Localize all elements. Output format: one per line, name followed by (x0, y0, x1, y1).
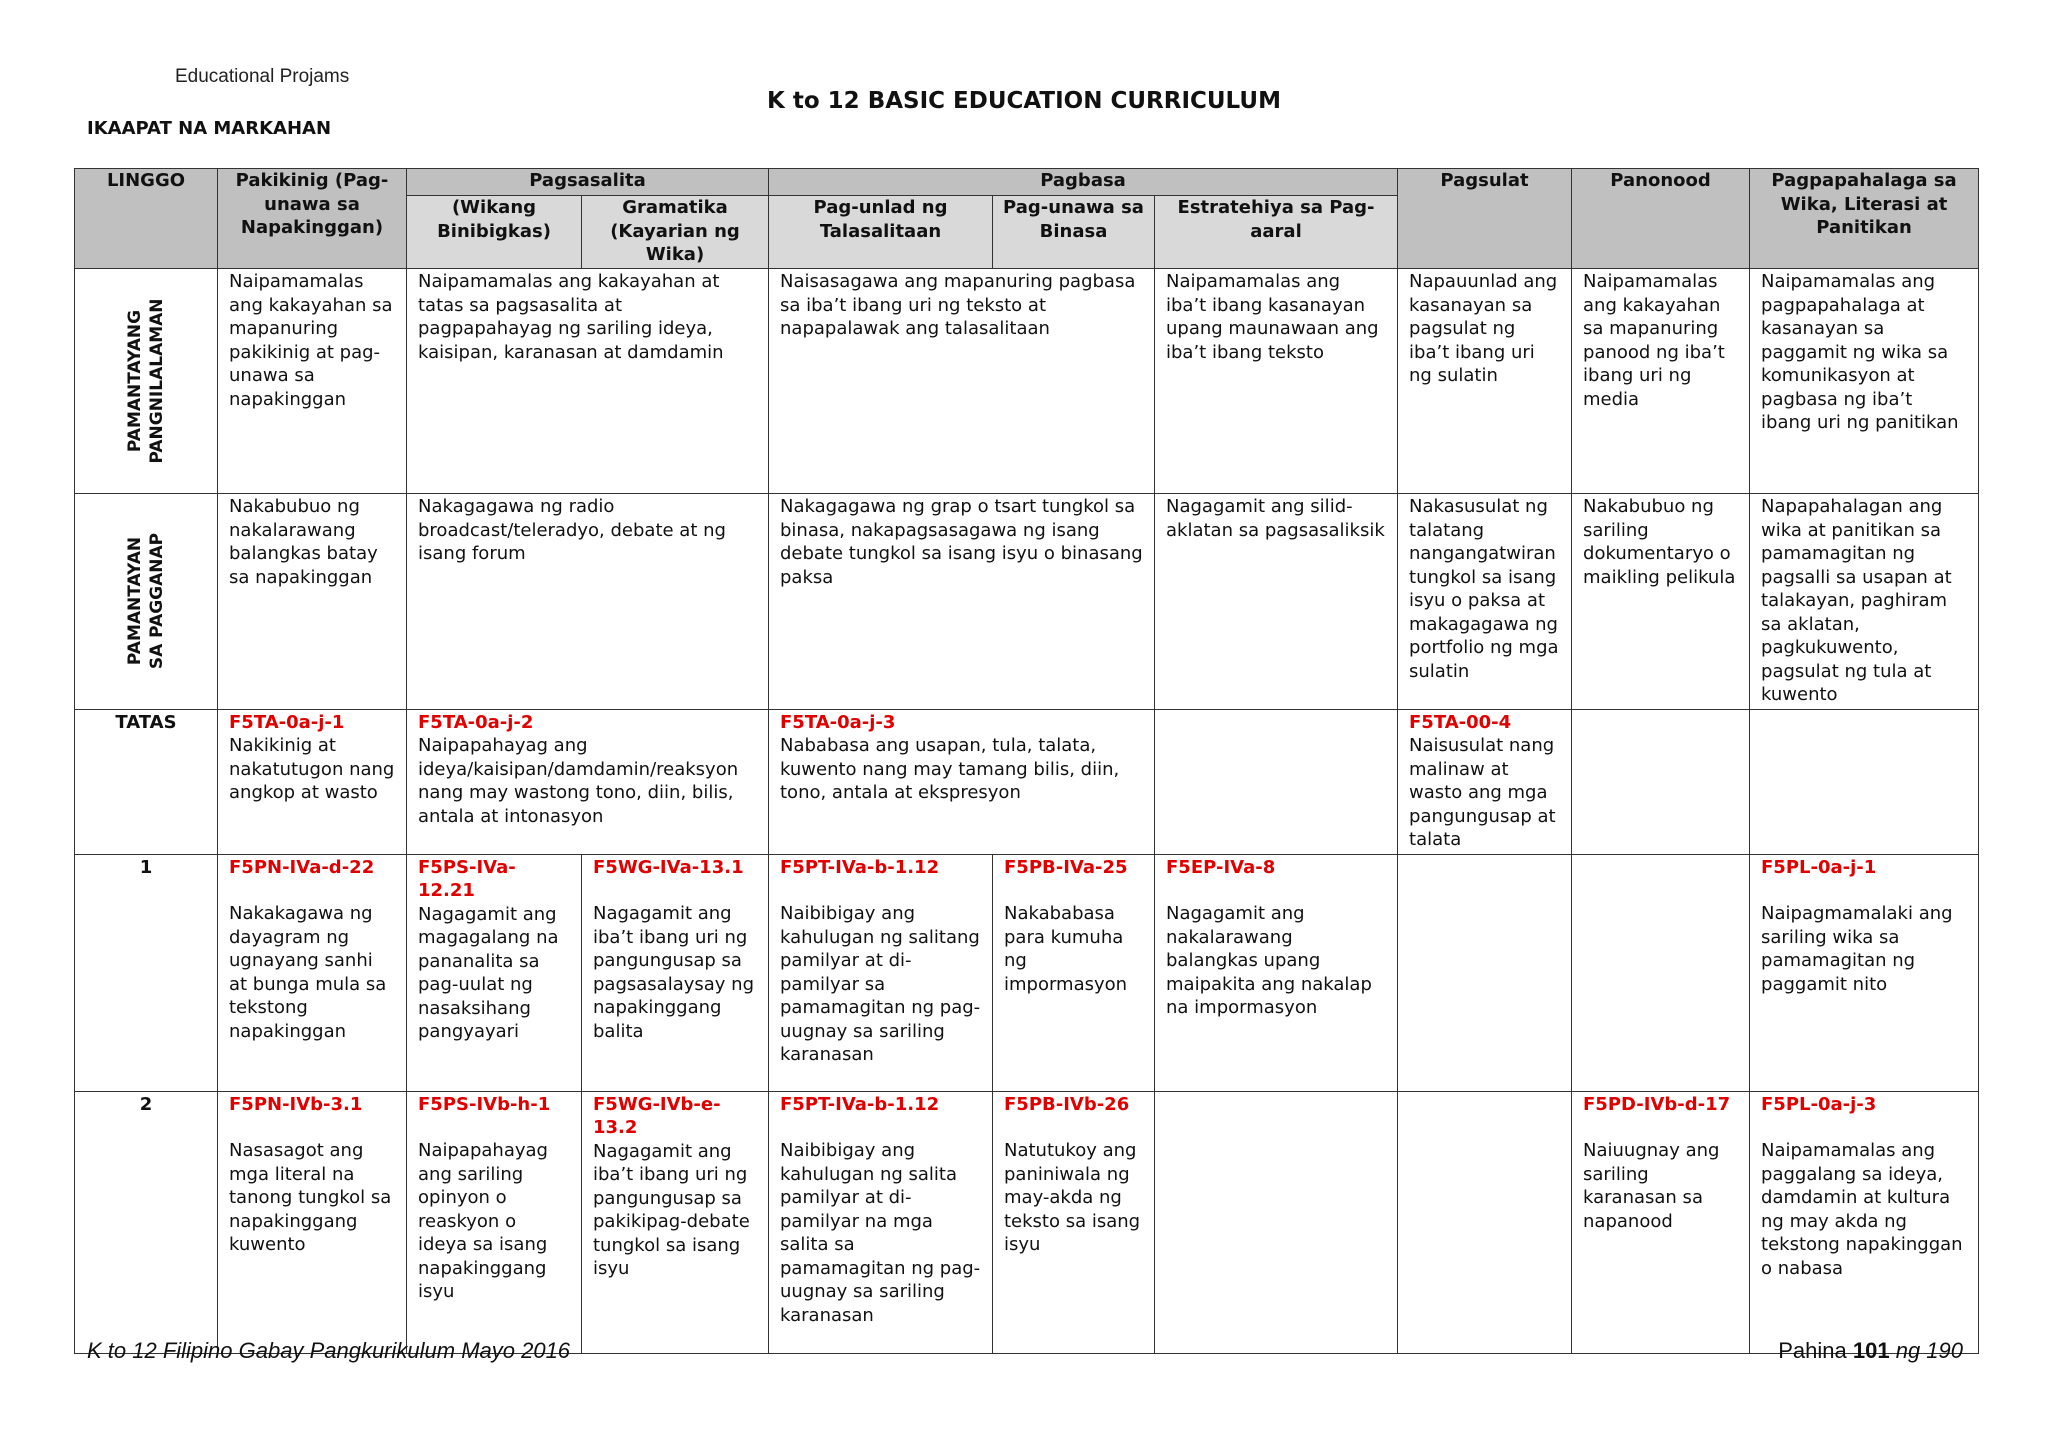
cell-week2-pagpapahalaga (1750, 1091, 1979, 1353)
competency-code: F5PL-0a-j-1 (1761, 856, 1877, 878)
header-panonood: Panonood (1572, 169, 1750, 269)
footer-document-name: K to 12 Filipino Gabay Pangkurikulum Mayo 2016 (87, 1338, 571, 1363)
competency-text: Naiuugnay ang sariling karanasan sa napanood (1583, 1140, 1720, 1232)
cell-text: Nakasusulat ng talatang nangangatwiran tungkol sa isang isyu o paksa at makagagawa ng portfolio ng mga sulatin (1398, 494, 1572, 710)
cell-tatas-pagbasa (769, 709, 1155, 854)
header-pagsulat: Pagsulat (1398, 169, 1572, 269)
competency-code: F5EP-IVa-8 (1166, 856, 1276, 878)
competency-text: Nagagamit ang nakalarawang balangkas upang maipakita ang nakalap na impormasyon (1166, 903, 1372, 1018)
cell-text: Naisasagawa ang mapanuring pagbasa sa iba’t ibang uri ng teksto at napapalawak ang talasalitaan (769, 269, 1155, 494)
competency-code: F5PN-IVa-d-22 (229, 856, 375, 878)
row-pamantayang-pangnilalaman (75, 269, 1979, 494)
competency-code: F5TA-0a-j-3 (780, 711, 896, 733)
row-label-line2: PANGNILALAMAN (147, 298, 167, 464)
row-label-pagganap (75, 494, 218, 710)
competency-text: Natutukoy ang paniniwala ng may-akda ng teksto sa isang isyu (1004, 1140, 1141, 1255)
row-label-text (124, 298, 168, 463)
cell-week1-pakikinig (218, 854, 407, 1091)
competency-text: Nagagamit ang iba’t ibang uri ng pangungusap sa pagsasalaysay ng napakinggang balita (593, 903, 754, 1042)
cell-week1-pag-unawa (993, 854, 1155, 1091)
cell-week2-pag-unawa (993, 1091, 1155, 1353)
cell-text: Nakagagawa ng grap o tsart tungkol sa binasa, nakapagsasagawa ng isang debate tungkol sa isang isyu o binasang paksa (769, 494, 1155, 710)
competency-text: Nakakagawa ng dayagram ng ugnayang sanhi at bunga mula sa tekstong napakinggan (229, 903, 387, 1042)
cell-tatas-pakikinig (218, 709, 407, 854)
cell-text: Naipamamalas ang kakayahan at tatas sa pagsasalita at pagpapahayag ng sariling ideya, kaisipan, karanasan at damdamin (407, 269, 769, 494)
quarter-label: IKAAPAT NA MARKAHAN (87, 118, 332, 139)
competency-text: Nakababasa para kumuha ng impormasyon (1004, 903, 1128, 995)
week-number: 1 (75, 854, 218, 1091)
competency-code: F5PS-IVa-12.21 (418, 856, 516, 901)
page-number: 101 (1852, 1338, 1890, 1363)
competency-code: F5TA-0a-j-2 (418, 711, 534, 733)
row-label-tatas: TATAS (75, 709, 218, 854)
week-number: 2 (75, 1091, 218, 1353)
cell-text: Nakabubuo ng sariling dokumentaryo o maikling pelikula (1572, 494, 1750, 710)
cell-week1-pag-unlad (769, 854, 993, 1091)
subheader-pag-unawa: Pag-unawa sa Binasa (993, 196, 1155, 269)
spacer (1583, 1116, 1738, 1139)
competency-code: F5PS-IVb-h-1 (418, 1093, 551, 1115)
cell-text: Naipamamalas ang pagpapahalaga at kasanayan sa paggamit ng wika sa komunikasyon at pagbasa ng iba’t ibang uri ng panitikan (1750, 269, 1979, 494)
cell-text: Nagagamit ang silid-aklatan sa pagsasaliksik (1155, 494, 1398, 710)
header-row (75, 169, 1979, 196)
competency-code: F5TA-00-4 (1409, 711, 1512, 733)
subheader-estratehiya: Estratehiya sa Pag-aaral (1155, 196, 1398, 269)
cell-tatas-pagsulat (1398, 709, 1572, 854)
cell-empty (1750, 709, 1979, 854)
spacer (1761, 879, 1967, 902)
cell-week2-pakikinig (218, 1091, 407, 1353)
competency-code: F5PB-IVb-26 (1004, 1093, 1130, 1115)
competency-code: F5PN-IVb-3.1 (229, 1093, 363, 1115)
cell-week1-pagpapahalaga (1750, 854, 1979, 1091)
row-week-2 (75, 1091, 1979, 1353)
cell-week1-gramatika (582, 854, 769, 1091)
row-label-pangnilalaman (75, 269, 218, 494)
row-label-text (124, 533, 168, 669)
competency-code: F5TA-0a-j-1 (229, 711, 345, 733)
competency-code: F5PT-IVa-b-1.12 (780, 1093, 940, 1115)
cell-week2-wikang (407, 1091, 582, 1353)
spacer (1004, 1116, 1143, 1139)
cell-text: Naipamamalas ang kakayahan sa mapanuring pakikinig at pag-unawa sa napakinggan (218, 269, 407, 494)
header-pagpapahalaga: Pagpapahalaga sa Wika, Literasi at Panitikan (1750, 169, 1979, 269)
footer-page-number (1778, 1338, 1963, 1364)
row-tatas (75, 709, 1979, 854)
subheader-gramatika: Gramatika (Kayarian ng Wika) (582, 196, 769, 269)
row-pamantayan-sa-pagganap (75, 494, 1979, 710)
subheader-wikang-binibigkas: (Wikang Binibigkas) (407, 196, 582, 269)
header-linggo: LINGGO (75, 169, 218, 269)
competency-text: Naipapahayag ang ideya/kaisipan/damdamin/reaksyon nang may wastong tono, diin, bilis, antala at intonasyon (418, 735, 739, 827)
row-label-line2: SA PAGGANAP (147, 533, 167, 670)
competency-code: F5PT-IVa-b-1.12 (780, 856, 940, 878)
competency-text: Naibibigay ang kahulugan ng salita pamilyar at di-pamilyar na mga salita sa pamamagitan ng pag-uugnay sa sariling karanasan (780, 1140, 981, 1326)
cell-text: Naipamamalas ang iba’t ibang kasanayan upang maunawaan ang iba’t ibang teksto (1155, 269, 1398, 494)
subheader-pag-unlad: Pag-unlad ng Talasalitaan (769, 196, 993, 269)
row-label-line1: PAMANTAYAN (125, 537, 145, 666)
competency-text: Naipamamalas ang paggalang sa ideya, damdamin at kultura ng may akda ng tekstong napakinggan o nabasa (1761, 1140, 1963, 1279)
cell-empty (1155, 709, 1398, 854)
cell-text: Napauunlad ang kasanayan sa pagsulat ng iba’t ibang uri ng sulatin (1398, 269, 1572, 494)
spacer (780, 1116, 981, 1139)
cell-empty (1398, 854, 1572, 1091)
competency-text: Nababasa ang usapan, tula, talata, kuwento nang may tamang bilis, diin, tono, antala at ekspresyon (780, 735, 1120, 803)
spacer (229, 1116, 395, 1139)
spacer (1004, 879, 1143, 902)
document-title: K to 12 BASIC EDUCATION CURRICULUM (767, 88, 1281, 114)
spacer (780, 879, 981, 902)
header-pagbasa: Pagbasa (769, 169, 1398, 196)
cell-empty (1155, 1091, 1398, 1353)
cell-text: Nakabubuo ng nakalarawang balangkas batay sa napakinggan (218, 494, 407, 710)
competency-text: Naibibigay ang kahulugan ng salitang pamilyar at di-pamilyar sa pamamagitan ng pag-uugnay sa sariling karanasan (780, 903, 981, 1065)
competency-text: Nagagamit ang magagalang na pananalita sa pag-uulat ng nasaksihang pangyayari (418, 903, 559, 1042)
cell-tatas-pagsasalita (407, 709, 769, 854)
cell-week2-pag-unlad (769, 1091, 993, 1353)
competency-code: F5WG-IVb-e-13.2 (593, 1093, 721, 1138)
competency-code: F5PB-IVa-25 (1004, 856, 1128, 878)
header-pagsasalita: Pagsasalita (407, 169, 769, 196)
watermark-text: Educational Projams (175, 66, 350, 87)
competency-text: Nagagamit ang iba’t ibang uri ng pangungusap sa pakikipag-debate tungkol sa isang isyu (593, 1140, 750, 1279)
cell-text: Naipamamalas ang kakayahan sa mapanuring panood ng iba’t ibang uri ng media (1572, 269, 1750, 494)
competency-code: F5PD-IVb-d-17 (1583, 1093, 1731, 1115)
competency-code: F5WG-IVa-13.1 (593, 856, 744, 878)
row-week-1 (75, 854, 1979, 1091)
competency-text: Naisusulat nang malinaw at wasto ang mga pangungusap at talata (1409, 735, 1556, 850)
curriculum-table (74, 168, 1979, 1354)
cell-week1-estratehiya (1155, 854, 1398, 1091)
competency-text: Naipapahayag ang sariling opinyon o reaskyon o ideya sa isang napakinggang isyu (418, 1140, 548, 1302)
competency-code: F5PL-0a-j-3 (1761, 1093, 1877, 1115)
cell-week2-panonood (1572, 1091, 1750, 1353)
spacer (229, 879, 395, 902)
cell-text: Nakagagawa ng radio broadcast/teleradyo, debate at ng isang forum (407, 494, 769, 710)
spacer (593, 879, 757, 902)
competency-text: Nasasagot ang mga literal na tanong tungkol sa napakinggang kuwento (229, 1140, 392, 1255)
cell-empty (1572, 709, 1750, 854)
spacer (1166, 879, 1386, 902)
cell-empty (1572, 854, 1750, 1091)
row-label-line1: PAMANTAYANG (125, 309, 145, 453)
spacer (1761, 1116, 1967, 1139)
cell-empty (1398, 1091, 1572, 1353)
page-label: Pahina (1778, 1338, 1847, 1363)
spacer (418, 1116, 570, 1139)
header-pakikinig: Pakikinig (Pag-unawa sa Napakinggan) (218, 169, 407, 269)
competency-text: Nakikinig at nakatutugon nang angkop at wasto (229, 735, 395, 803)
cell-week1-wikang (407, 854, 582, 1091)
page-total: ng 190 (1895, 1338, 1963, 1363)
cell-week2-gramatika (582, 1091, 769, 1353)
cell-text: Napapahalagan ang wika at panitikan sa pamamagitan ng pagsalli sa usapan at talakayan, paghiram sa aklatan, pagkukuwento, pagsulat ng tula at kuwento (1750, 494, 1979, 710)
competency-text: Naipagmamalaki ang sariling wika sa pamamagitan ng paggamit nito (1761, 903, 1953, 995)
